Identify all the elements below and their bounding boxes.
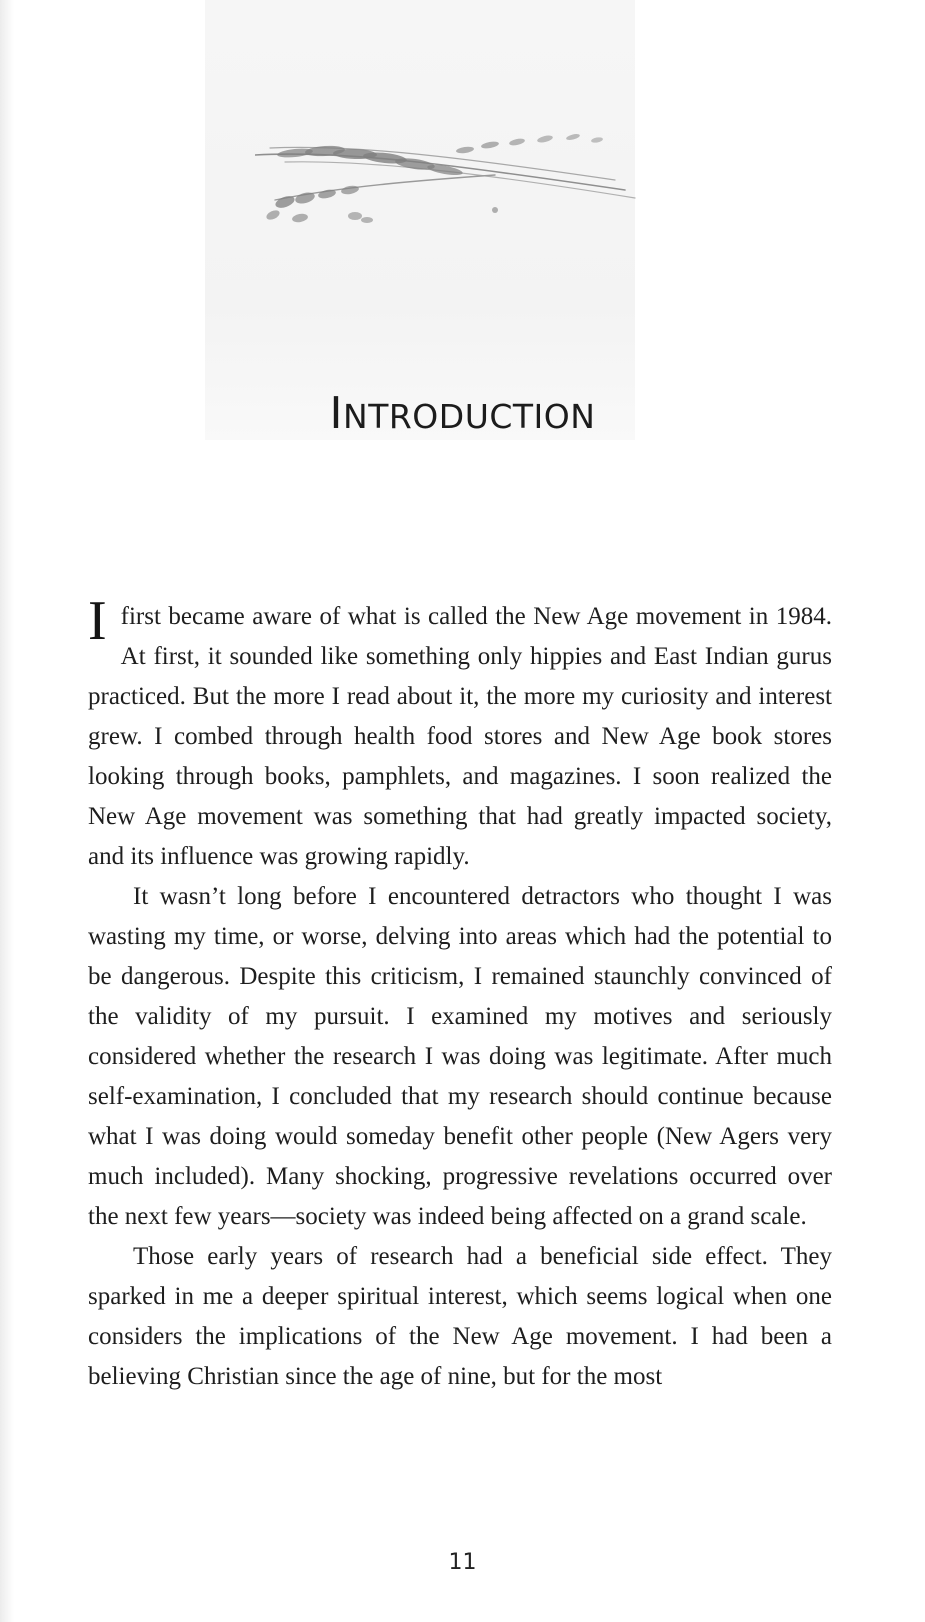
paragraph-text: first became aware of what is called the New Age movement in 1984. At first, it sounded like something only hippies and East Indian gurus practiced. But the more I read about it, the more my curiosity and interest grew. I combed through health food stores and New Age book stores looking through books, pamphlets, and magazines. I soon realized the New Age movement was something that had greatly impacted society, and its influence was growing rapidly. — [88, 603, 832, 870]
page-edge-shadow — [0, 0, 14, 1622]
wheat-stalk-icon — [255, 120, 655, 250]
body-text — [88, 590, 832, 1397]
paragraph: It wasn’t long before I encountered detractors who thought I was wasting my time, or worse, delving into areas which had the potential to be dangerous. Despite this criticism, I remained staunchly convinced of the validity of my pursuit. I examined my motives and seriously considered whether the research I was doing was legitimate. After much self-examination, I concluded that my research should continue because what I was doing would someday benefit other people (New Agers very much included). Many shocking, progressive revelations occurred over the next few years—society was indeed being affected on a grand scale. — [88, 883, 832, 1230]
chapter-title — [0, 388, 925, 439]
chapter-title-rest: NTRODUCTION — [343, 397, 596, 436]
chapter-title-initial: I — [329, 388, 344, 439]
paragraph — [88, 590, 832, 877]
page-number: 11 — [448, 1550, 477, 1575]
paragraph: Those early years of research had a beneficial side effect. They sparked in me a deeper spiritual interest, which seems logical when one considers the implications of the New Age movement. I had been a believing Christian since the age of nine, but for the most — [88, 1243, 832, 1390]
drop-cap: I — [88, 590, 107, 652]
